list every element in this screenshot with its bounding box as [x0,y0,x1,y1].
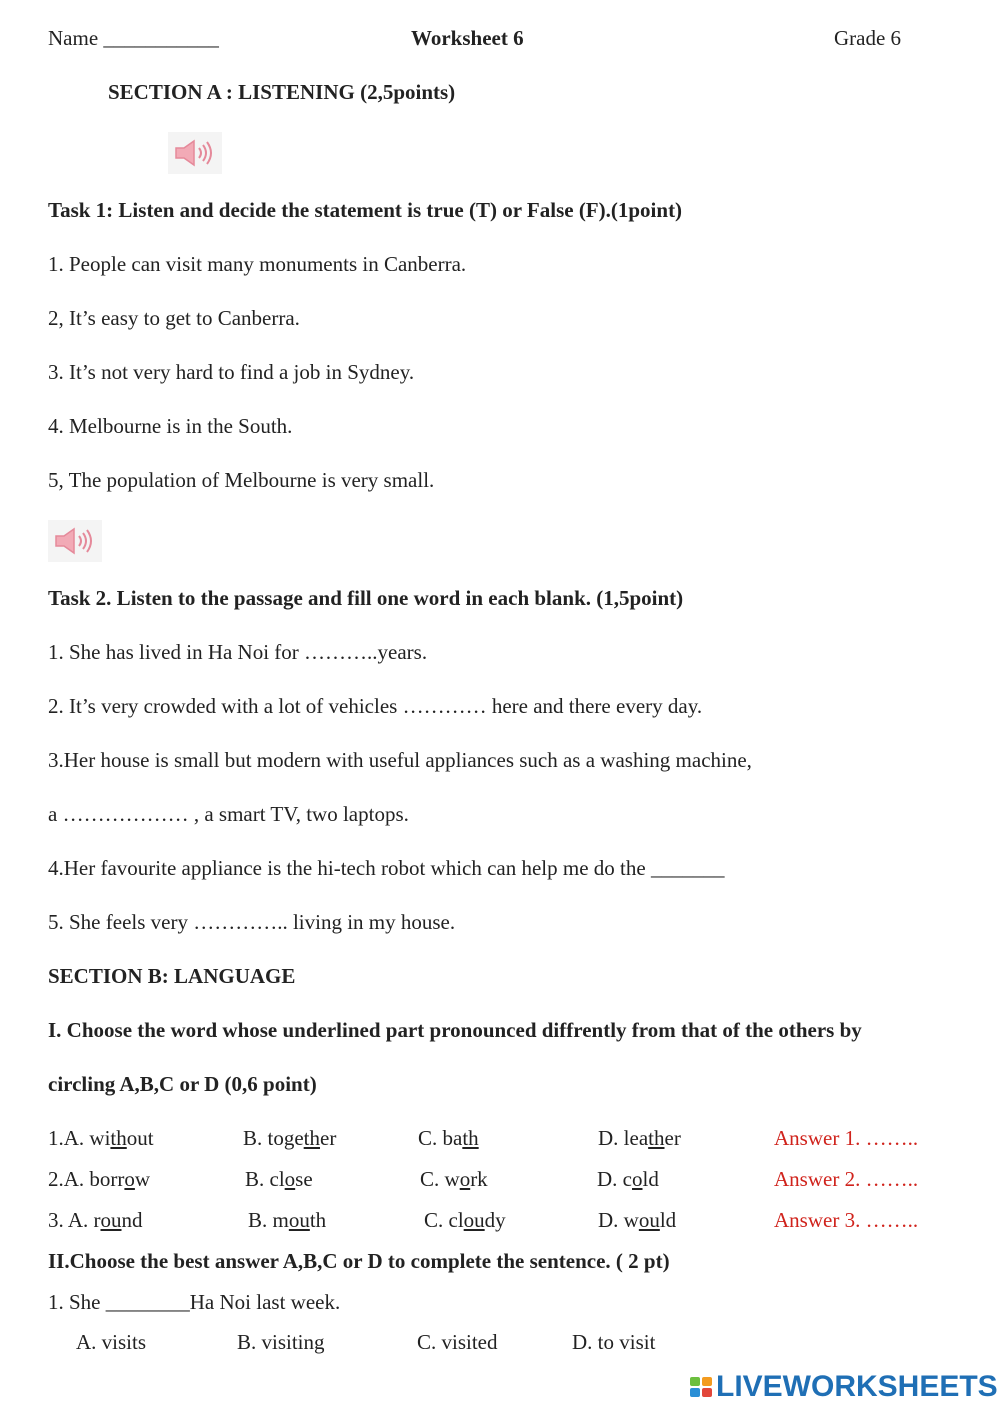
answer-1-field[interactable]: Answer 1. …….. [774,1126,919,1150]
option-1b[interactable]: B. together [243,1126,337,1150]
logo-text: LIVEWORKSHEETS [716,1370,998,1403]
worksheet-title: Worksheet 6 [411,26,524,50]
logo-mark-icon [690,1377,712,1397]
name-label: Name [48,26,99,50]
q1-option-b[interactable]: B. visiting [237,1330,325,1354]
option-2a[interactable]: 2.A. borrow [48,1167,151,1191]
q1-option-d[interactable]: D. to visit [572,1330,656,1354]
speaker-icon [172,138,218,168]
option-3b[interactable]: B. mouth [248,1208,327,1232]
option-1c[interactable]: C. bath [418,1126,479,1150]
section-a-title: SECTION A : LISTENING (2,5points) [108,80,456,104]
option-2b[interactable]: B. close [245,1167,313,1191]
task1-item: 1. People can visit many monuments in Canberra. [48,252,467,276]
part2-title: II.Choose the best answer A,B,C or D to complete the sentence. ( 2 pt) [48,1249,670,1273]
task1-item: 2, It’s easy to get to Canberra. [48,306,300,330]
option-1d[interactable]: D. leather [598,1126,681,1150]
part1-title-line1: I. Choose the word whose underlined part pronounced diffrently from that of the others by [48,1018,862,1042]
section-b-title: SECTION B: LANGUAGE [48,964,296,988]
task2-item: 2. It’s very crowded with a lot of vehicles ………… here and there every day. [48,694,703,718]
option-3a[interactable]: 3. A. round [48,1208,143,1232]
speaker-2-button[interactable] [48,520,102,562]
q1-option-c[interactable]: C. visited [417,1330,498,1354]
name-label-row [48,26,219,51]
option-3c[interactable]: C. cloudy [424,1208,506,1232]
task2-item: 5. She feels very ………….. living in my house. [48,910,456,934]
q1-option-a[interactable]: A. visits [76,1330,147,1354]
name-blank[interactable]: ___________ [103,26,219,50]
option-1a[interactable]: 1.A. without [48,1126,154,1150]
task1-item: 5, The population of Melbourne is very small. [48,468,435,492]
task2-item: 4.Her favourite appliance is the hi-tech robot which can help me do the _______ [48,856,725,880]
task1-title: Task 1: Listen and decide the statement is true (T) or False (F).(1point) [48,198,683,222]
option-2c[interactable]: C. work [420,1167,488,1191]
option-3d[interactable]: D. would [598,1208,677,1232]
task2-title: Task 2. Listen to the passage and fill one word in each blank. (1,5point) [48,586,684,610]
task1-item: 4. Melbourne is in the South. [48,414,293,438]
part2-question-1: 1. She ________Ha Noi last week. [48,1290,341,1314]
task2-item: 3.Her house is small but modern with useful appliances such as a washing machine, [48,748,752,772]
option-2d[interactable]: D. cold [597,1167,659,1191]
answer-3-field[interactable]: Answer 3. …….. [774,1208,919,1232]
speaker-icon [52,526,98,556]
task2-item: 1. She has lived in Ha Noi for ………..years. [48,640,428,664]
task1-item: 3. It’s not very hard to find a job in Sydney. [48,360,415,384]
grade-label: Grade 6 [834,26,902,50]
speaker-1-button[interactable] [168,132,222,174]
part1-title-line2: circling A,B,C or D (0,6 point) [48,1072,317,1096]
liveworksheets-logo [690,1370,998,1404]
task2-item: a ……………… , a smart TV, two laptops. [48,802,409,826]
answer-2-field[interactable]: Answer 2. …….. [774,1167,919,1191]
